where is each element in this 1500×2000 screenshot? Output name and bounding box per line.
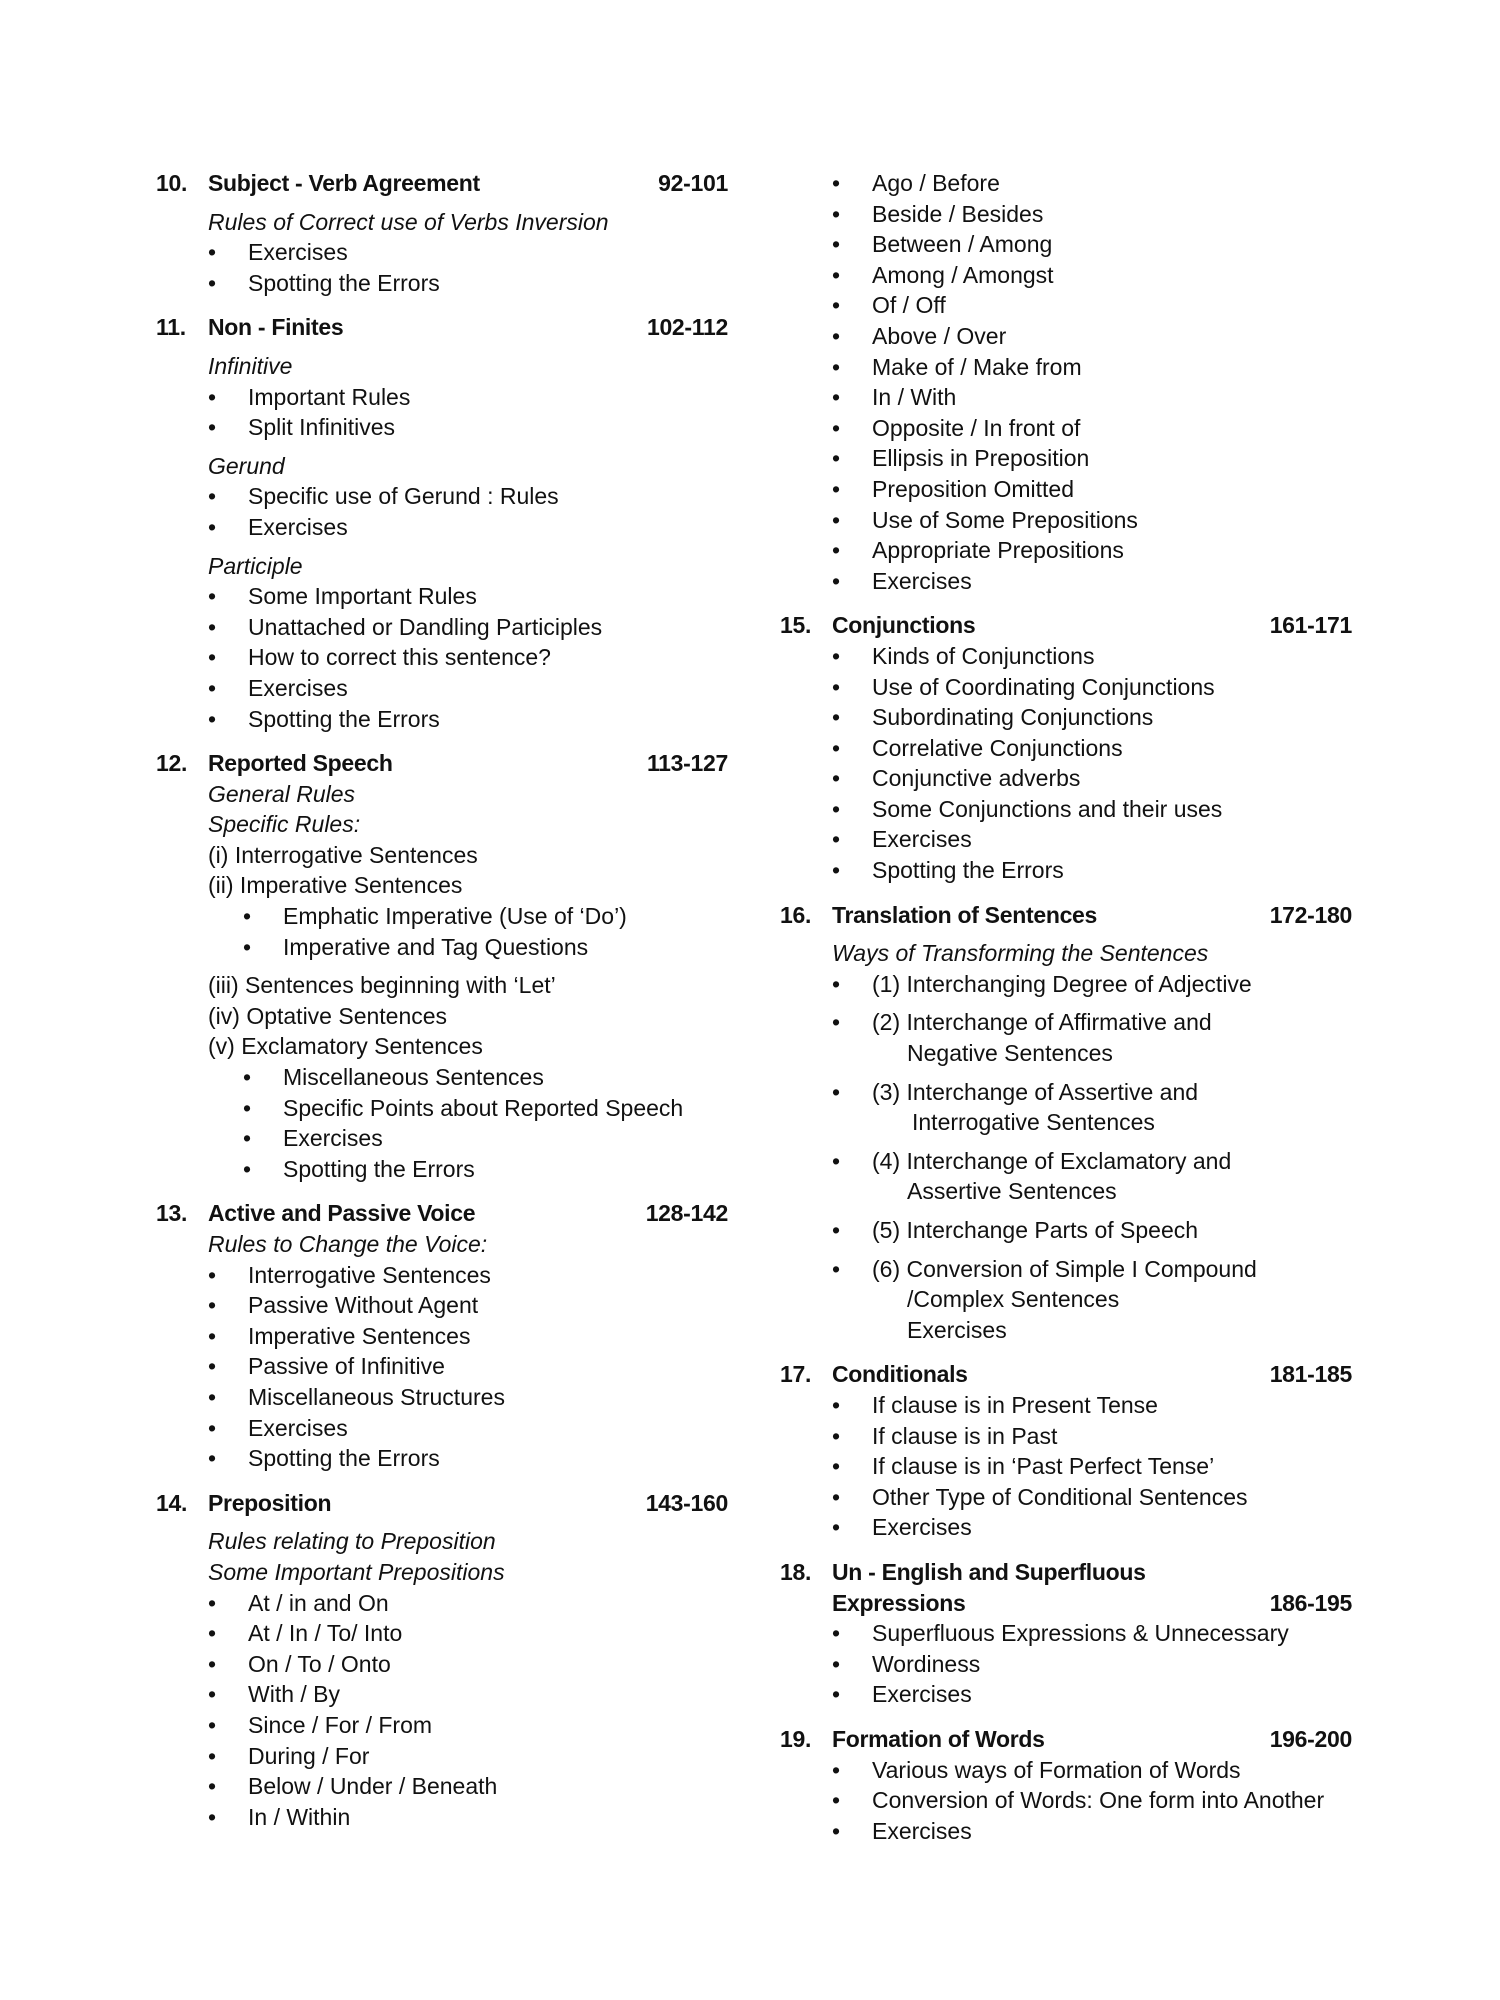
toc-item-text: Other Type of Conditional Sentences: [872, 1483, 1248, 1510]
section-title: Conditionals: [832, 1361, 968, 1388]
toc-item-text: Exercises: [248, 239, 348, 266]
toc-item-text: Exercises: [248, 1414, 348, 1441]
toc-bullet-item: [156, 1649, 728, 1680]
toc-item-text: In / With: [872, 384, 957, 411]
spacer: [780, 596, 1352, 610]
toc-item-text: (2) Interchange of Affirmative and: [872, 1009, 1212, 1036]
bullet-icon: •: [832, 353, 841, 380]
bullet-icon: •: [832, 537, 841, 564]
section-heading: [156, 1198, 728, 1229]
bullet-icon: •: [832, 1787, 841, 1814]
section-heading: [780, 610, 1352, 641]
section-title: Reported Speech: [208, 750, 393, 777]
toc-bullet-item: [780, 413, 1352, 444]
toc-item-text: Beside / Besides: [872, 200, 1044, 227]
toc-item: (ii) Imperative Sentences: [208, 872, 463, 899]
spacer: [156, 543, 728, 551]
bullet-icon: •: [208, 1589, 217, 1616]
section-pages: 186-195: [1269, 1589, 1352, 1616]
bullet-icon: •: [832, 1756, 841, 1783]
toc-subheading: Specific Rules:: [208, 811, 361, 838]
toc-item: (v) Exclamatory Sentences: [208, 1033, 483, 1060]
bullet-icon: •: [243, 903, 252, 930]
toc-bullet-item: [780, 969, 1352, 1000]
toc-bullet-item: [780, 535, 1352, 566]
spacer: [156, 734, 728, 748]
section-pages: 92-101: [658, 170, 728, 196]
bullet-icon: •: [208, 613, 217, 640]
section-title: Subject - Verb Agreement: [208, 170, 480, 196]
section-number: 16.: [780, 901, 812, 928]
section-pages: 161-171: [1269, 612, 1352, 639]
section-number: 12.: [156, 750, 188, 777]
toc-bullet-item: [780, 1007, 1352, 1038]
toc-item-text: At / In / To/ Into: [248, 1620, 403, 1647]
section-number: 11.: [156, 314, 186, 341]
section-pages: 143-160: [645, 1489, 728, 1516]
toc-bullet-item: [156, 1802, 728, 1833]
toc-item-text: Some Important Rules: [248, 583, 477, 610]
bullet-icon: •: [208, 644, 217, 671]
spacer: [780, 1345, 1352, 1359]
toc-bullet-item: [156, 1123, 728, 1154]
toc-bullet-item: [156, 481, 728, 512]
toc-bullet-item: [780, 1679, 1352, 1710]
section-title: Conjunctions: [832, 612, 976, 639]
toc-bullet-item: [780, 855, 1352, 886]
toc-item-text: Miscellaneous Sentences: [283, 1064, 544, 1091]
bullet-icon: •: [832, 1514, 841, 1541]
section-number: 19.: [780, 1725, 812, 1752]
toc-bullet-item: [156, 581, 728, 612]
toc-item-text: Spotting the Errors: [248, 269, 440, 296]
toc-item-text: Exercises: [872, 567, 972, 594]
bullet-icon: •: [208, 1711, 217, 1738]
section-heading: [780, 1557, 1352, 1588]
section-pages: 172-180: [1269, 901, 1352, 928]
toc-bullet-item: [156, 237, 728, 268]
bullet-icon: •: [832, 826, 841, 853]
toc-item: Interrogative Sentences: [912, 1109, 1155, 1136]
bullet-icon: •: [208, 1292, 217, 1319]
spacer: [780, 1543, 1352, 1557]
toc-right-column: [780, 168, 1352, 1846]
section-pages: 102-112: [646, 314, 728, 341]
bullet-icon: •: [208, 1803, 217, 1830]
section-number: 10.: [156, 170, 188, 196]
spacer: [780, 1710, 1352, 1724]
toc-item-text: Specific use of Gerund : Rules: [248, 483, 559, 510]
toc-item-text: Make of / Make from: [872, 353, 1082, 380]
toc-item-text: Use of Some Prepositions: [872, 506, 1138, 533]
toc-bullet-item: [156, 1260, 728, 1291]
section-title: Non - Finites: [208, 314, 344, 341]
toc-item-text: During / For: [248, 1742, 370, 1769]
toc-item-text: Among / Amongst: [872, 261, 1054, 288]
bullet-icon: •: [208, 674, 217, 701]
toc-item-text: Unattached or Dandling Participles: [248, 613, 603, 640]
bullet-icon: •: [832, 1422, 841, 1449]
toc-bullet-item: [156, 1741, 728, 1772]
toc-bullet-item: [780, 824, 1352, 855]
toc-item-text: (3) Interchange of Assertive and: [872, 1078, 1199, 1105]
toc-bullet-item: [156, 1321, 728, 1352]
bullet-icon: •: [208, 1650, 217, 1677]
section-heading-continued: [780, 1588, 1352, 1619]
section-title: Translation of Sentences: [832, 901, 1098, 928]
toc-bullet-item: [156, 1382, 728, 1413]
toc-item-text: Since / For / From: [248, 1711, 433, 1738]
section-pages: 113-127: [646, 750, 728, 777]
toc-item-text: Of / Off: [872, 292, 946, 319]
toc-item-text: Appropriate Prepositions: [872, 537, 1124, 564]
spacer: [156, 343, 728, 351]
toc-item-text: Split Infinitives: [248, 414, 396, 441]
toc-item-text: Conjunctive adverbs: [872, 765, 1081, 792]
toc-bullet-item: [780, 1512, 1352, 1543]
bullet-icon: •: [208, 269, 217, 296]
bullet-icon: •: [208, 1261, 217, 1288]
toc-subheading: Gerund: [208, 452, 285, 479]
toc-bullet-item: [780, 1649, 1352, 1680]
toc-item-text: How to correct this sentence?: [248, 644, 551, 671]
toc-bullet-item: [780, 1421, 1352, 1452]
bullet-icon: •: [832, 200, 841, 227]
toc-bullet-item: [780, 505, 1352, 536]
toc-item-text: On / To / Onto: [248, 1650, 391, 1677]
toc-item-text: Below / Under / Beneath: [248, 1773, 498, 1800]
bullet-icon: •: [832, 231, 841, 258]
toc-item-text: Emphatic Imperative (Use of ‘Do’): [283, 903, 627, 930]
spacer: [780, 930, 1352, 938]
toc-bullet-item: [780, 443, 1352, 474]
toc-bullet-item: [156, 932, 728, 963]
toc-bullet-item: [156, 1351, 728, 1382]
bullet-icon: •: [832, 1817, 841, 1844]
toc-bullet-item: [780, 566, 1352, 597]
toc-subheading: Infinitive: [208, 352, 293, 379]
bullet-icon: •: [208, 239, 217, 266]
bullet-icon: •: [208, 1445, 217, 1472]
toc-item-text: Spotting the Errors: [872, 857, 1064, 884]
toc-bullet-item: [780, 702, 1352, 733]
toc-bullet-item: [780, 1482, 1352, 1513]
section-heading: [156, 312, 728, 343]
toc-item-text: Spotting the Errors: [248, 705, 440, 732]
toc-item: (i) Interrogative Sentences: [208, 841, 478, 868]
toc-bullet-item: [780, 1816, 1352, 1847]
bullet-icon: •: [832, 414, 841, 441]
bullet-icon: •: [832, 567, 841, 594]
toc-bullet-item: [780, 733, 1352, 764]
toc-bullet-item: [156, 1443, 728, 1474]
bullet-icon: •: [208, 1742, 217, 1769]
toc-item-text: Various ways of Formation of Words: [872, 1756, 1241, 1783]
bullet-icon: •: [832, 445, 841, 472]
bullet-icon: •: [208, 1322, 217, 1349]
bullet-icon: •: [832, 857, 841, 884]
spacer: [780, 1207, 1352, 1215]
toc-item-text: Miscellaneous Structures: [248, 1383, 505, 1410]
section-heading: [156, 1488, 728, 1519]
bullet-icon: •: [832, 1391, 841, 1418]
section-heading: [156, 748, 728, 779]
bullet-icon: •: [832, 673, 841, 700]
toc-item-text: Spotting the Errors: [283, 1155, 475, 1182]
toc-subheading: Rules of Correct use of Verbs Inversion: [208, 208, 609, 235]
bullet-icon: •: [832, 261, 841, 288]
bullet-icon: •: [832, 506, 841, 533]
bullet-icon: •: [832, 970, 841, 997]
toc-item-text: Important Rules: [248, 383, 411, 410]
toc-bullet-item: [156, 704, 728, 735]
toc-bullet-item: [156, 642, 728, 673]
section-number: 13.: [156, 1200, 188, 1227]
bullet-icon: •: [832, 734, 841, 761]
bullet-icon: •: [208, 583, 217, 610]
section-pages: 181-185: [1269, 1361, 1352, 1388]
bullet-icon: •: [208, 513, 217, 540]
toc-bullet-item: [156, 1679, 728, 1710]
toc-item-text: Exercises: [872, 1817, 972, 1844]
section-pages: 196-200: [1269, 1725, 1352, 1752]
toc-bullet-item: [156, 1093, 728, 1124]
toc-bullet-item: [156, 901, 728, 932]
spacer: [780, 1069, 1352, 1077]
toc-bullet-item: [156, 1154, 728, 1185]
toc-bullet-item: [780, 1077, 1352, 1108]
section-title: Expressions: [832, 1589, 966, 1616]
toc-item-text: Exercises: [872, 826, 972, 853]
toc-item-text: Exercises: [248, 513, 348, 540]
toc-item-text: In / Within: [248, 1803, 351, 1830]
bullet-icon: •: [832, 1650, 841, 1677]
section-number: 15.: [780, 612, 812, 639]
toc-item-text: Correlative Conjunctions: [872, 734, 1123, 761]
toc-bullet-item: [156, 512, 728, 543]
toc-item-text: If clause is in ‘Past Perfect Tense’: [872, 1453, 1215, 1480]
section-number: 17.: [780, 1361, 812, 1388]
section-number: 14.: [156, 1489, 188, 1516]
section-title: Formation of Words: [832, 1725, 1045, 1752]
spacer: [156, 298, 728, 312]
bullet-icon: •: [208, 1353, 217, 1380]
bullet-icon: •: [832, 1217, 841, 1243]
toc-item-text: Passive of Infinitive: [248, 1353, 445, 1380]
toc-item-text: With / By: [248, 1681, 341, 1708]
spacer: [780, 1246, 1352, 1254]
toc-item: Exercises: [907, 1316, 1007, 1343]
toc-item-text: Conversion of Words: One form into Another: [872, 1787, 1325, 1814]
toc-bullet-item: [780, 1755, 1352, 1786]
toc-bullet-item: [156, 1618, 728, 1649]
toc-bullet-item: [156, 1290, 728, 1321]
bullet-icon: •: [832, 475, 841, 502]
spacer: [780, 886, 1352, 900]
bullet-icon: •: [243, 933, 252, 960]
toc-item-text: Exercises: [872, 1514, 972, 1541]
toc-bullet-item: [780, 1215, 1352, 1246]
toc-bullet-item: [780, 1451, 1352, 1482]
toc-item-text: Subordinating Conjunctions: [872, 704, 1154, 731]
toc-bullet-item: [780, 199, 1352, 230]
toc-item-text: Wordiness: [872, 1650, 981, 1677]
spacer: [156, 1474, 728, 1488]
bullet-icon: •: [832, 1681, 841, 1708]
bullet-icon: •: [832, 292, 841, 319]
spacer: [156, 1518, 728, 1526]
toc-item-text: Imperative and Tag Questions: [283, 933, 589, 960]
bullet-icon: •: [832, 1147, 841, 1174]
bullet-icon: •: [832, 704, 841, 731]
bullet-icon: •: [208, 1681, 217, 1708]
spacer: [156, 443, 728, 451]
toc-bullet-item: [156, 1062, 728, 1093]
spacer: [780, 1138, 1352, 1146]
toc-bullet-item: [780, 1254, 1352, 1285]
section-pages: 128-142: [645, 1200, 728, 1227]
toc-bullet-item: [780, 321, 1352, 352]
toc-bullet-item: [780, 382, 1352, 413]
toc-bullet-item: [780, 672, 1352, 703]
bullet-icon: •: [832, 170, 841, 196]
toc-item: (iv) Optative Sentences: [208, 1002, 448, 1029]
toc-bullet-item: [780, 260, 1352, 291]
section-heading: [780, 900, 1352, 931]
bullet-icon: •: [832, 1483, 841, 1510]
toc-bullet-item: [156, 1710, 728, 1741]
toc-subheading: Some Important Prepositions: [208, 1558, 505, 1585]
toc-item: Negative Sentences: [907, 1040, 1113, 1067]
toc-subheading: Ways of Transforming the Sentences: [832, 940, 1209, 967]
toc-bullet-item: [156, 1413, 728, 1444]
toc-item-text: Exercises: [283, 1125, 383, 1152]
toc-subheading: Rules to Change the Voice:: [208, 1231, 488, 1257]
toc-item-text: If clause is in Present Tense: [872, 1391, 1158, 1418]
toc-subheading: General Rules: [208, 780, 356, 807]
toc-item-text: Ellipsis in Preposition: [872, 445, 1090, 472]
toc-item-text: (1) Interchanging Degree of Adjective: [872, 970, 1252, 997]
toc-bullet-item: [156, 673, 728, 704]
toc-bullet-item: [156, 1588, 728, 1619]
bullet-icon: •: [208, 483, 217, 510]
toc-bullet-item: [780, 1785, 1352, 1816]
toc-item-text: Above / Over: [872, 322, 1007, 349]
toc-bullet-item: [156, 268, 728, 299]
section-heading: [780, 1724, 1352, 1755]
toc-bullet-item: [780, 794, 1352, 825]
bullet-icon: •: [243, 1064, 252, 1091]
toc-item-text: Preposition Omitted: [872, 475, 1074, 502]
bullet-icon: •: [832, 795, 841, 822]
toc-bullet-item: [780, 290, 1352, 321]
toc-item: (iii) Sentences beginning with ‘Let’: [208, 972, 556, 999]
toc-item-text: Use of Coordinating Conjunctions: [872, 673, 1215, 700]
bullet-icon: •: [832, 642, 841, 669]
toc-bullet-item: [156, 612, 728, 643]
bullet-icon: •: [832, 384, 841, 411]
section-title: Un - English and Superfluous: [832, 1558, 1146, 1585]
toc-left-column: [156, 168, 728, 1832]
toc-item-text: (4) Interchange of Exclamatory and: [872, 1147, 1232, 1174]
toc-bullet-item: [780, 352, 1352, 383]
toc-item: /Complex Sentences: [907, 1286, 1120, 1313]
toc-item-text: Opposite / In front of: [872, 414, 1081, 441]
toc-bullet-item: [156, 412, 728, 443]
toc-bullet-item: [780, 1390, 1352, 1421]
bullet-icon: •: [832, 1255, 841, 1282]
bullet-icon: •: [243, 1125, 252, 1152]
spacer: [156, 199, 728, 207]
toc-item-text: Imperative Sentences: [248, 1322, 471, 1349]
toc-item-text: If clause is in Past: [872, 1422, 1058, 1449]
bullet-icon: •: [208, 705, 217, 732]
toc-bullet-item: [780, 763, 1352, 794]
bullet-icon: •: [208, 1414, 217, 1441]
spacer: [156, 962, 728, 970]
toc-item-text: Spotting the Errors: [248, 1445, 440, 1472]
section-title: Preposition: [208, 1489, 332, 1516]
toc-item-text: Exercises: [872, 1681, 972, 1708]
bullet-icon: •: [243, 1094, 252, 1121]
toc-bullet-item: [780, 641, 1352, 672]
spacer: [780, 999, 1352, 1007]
toc-item-text: (5) Interchange Parts of Speech: [872, 1217, 1199, 1243]
spacer: [156, 1184, 728, 1198]
toc-item-text: Passive Without Agent: [248, 1292, 479, 1319]
bullet-icon: •: [832, 1453, 841, 1480]
toc-subheading: Rules relating to Preposition: [208, 1528, 496, 1555]
toc-item-text: (6) Conversion of Simple I Compound: [872, 1255, 1257, 1282]
bullet-icon: •: [832, 1078, 841, 1105]
bullet-icon: •: [208, 1620, 217, 1647]
toc-item-text: Specific Points about Reported Speech: [283, 1094, 684, 1121]
bullet-icon: •: [832, 765, 841, 792]
bullet-icon: •: [208, 1383, 217, 1410]
toc-item-text: Kinds of Conjunctions: [872, 642, 1095, 669]
toc-item-text: Exercises: [248, 674, 348, 701]
toc-bullet-item: [780, 168, 1352, 199]
bullet-icon: •: [832, 1620, 841, 1647]
toc-item-text: At / in and On: [248, 1589, 389, 1616]
toc-subheading: Participle: [208, 552, 303, 579]
toc-bullet-item: [780, 474, 1352, 505]
bullet-icon: •: [832, 1009, 841, 1036]
bullet-icon: •: [832, 322, 841, 349]
bullet-icon: •: [243, 1155, 252, 1182]
toc-item-text: Some Conjunctions and their uses: [872, 795, 1223, 822]
toc-item-text: Between / Among: [872, 231, 1053, 258]
toc-item-text: Interrogative Sentences: [248, 1261, 491, 1288]
section-title: Active and Passive Voice: [208, 1200, 476, 1227]
toc-bullet-item: [780, 229, 1352, 260]
toc-bullet-item: [156, 1771, 728, 1802]
section-number: 18.: [780, 1558, 812, 1585]
toc-item: Assertive Sentences: [907, 1178, 1117, 1205]
bullet-icon: •: [208, 383, 217, 410]
toc-bullet-item: [780, 1146, 1352, 1177]
toc-item-text: Superfluous Expressions & Unnecessary: [872, 1620, 1289, 1647]
section-heading: [156, 168, 728, 199]
bullet-icon: •: [208, 414, 217, 441]
toc-item-text: Ago / Before: [872, 170, 1000, 196]
toc-bullet-item: [156, 382, 728, 413]
section-heading: [780, 1359, 1352, 1390]
toc-bullet-item: [780, 1618, 1352, 1649]
bullet-icon: •: [208, 1773, 217, 1800]
